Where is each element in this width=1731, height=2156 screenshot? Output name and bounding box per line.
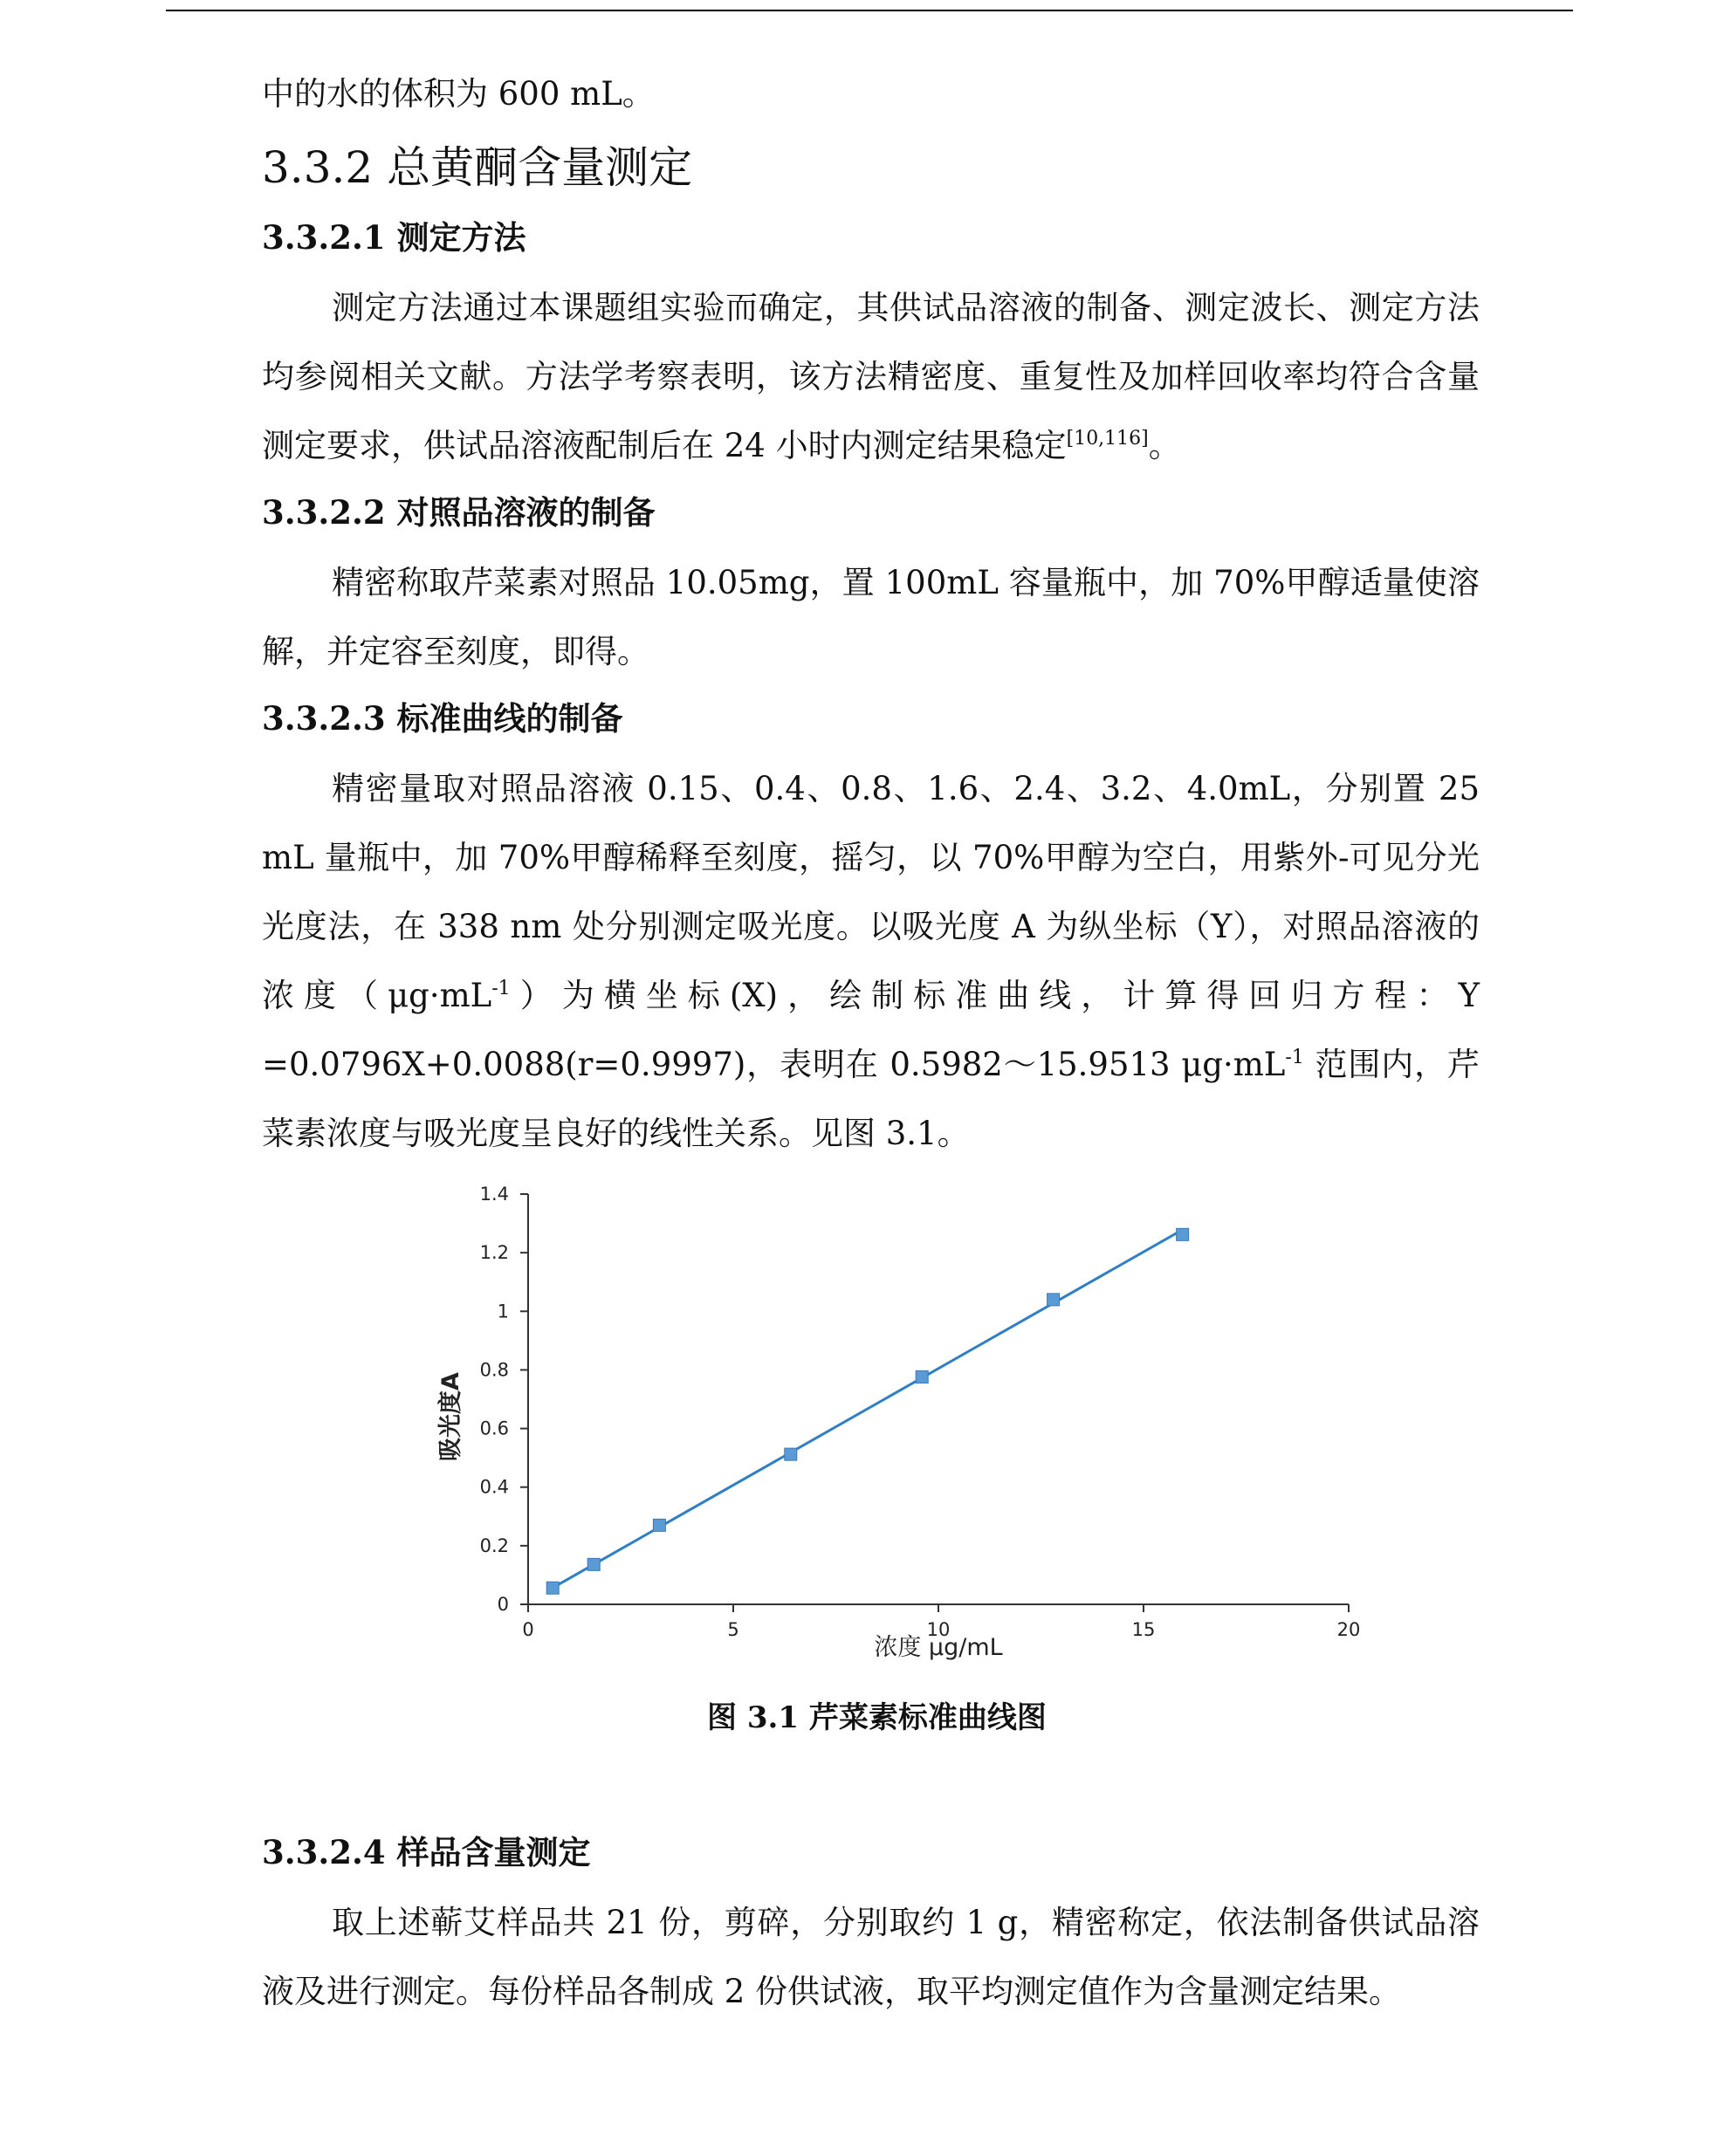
paragraph-0: 中的水的体积为 600 mL。: [262, 75, 655, 113]
y-tick-label: 0.8: [479, 1359, 509, 1381]
data-point: [1177, 1228, 1189, 1240]
x-tick-label: 10: [926, 1619, 951, 1640]
data-point: [587, 1558, 600, 1570]
data-point: [1048, 1294, 1060, 1306]
y-tick-label: 0.4: [479, 1476, 509, 1498]
section-title-3-3-2: 3.3.2 总黄酮含量测定: [262, 142, 693, 193]
data-point: [916, 1370, 928, 1383]
superscript-unit-1: -1: [491, 978, 511, 999]
y-tick-label: 1.2: [479, 1242, 509, 1264]
data-point: [546, 1582, 559, 1594]
x-tick-label: 5: [727, 1619, 739, 1640]
y-axis-label: 吸光度A: [437, 1372, 464, 1461]
subsection-title-3-3-2-1: 3.3.2.1 测定方法: [262, 218, 526, 257]
header-rule: [166, 10, 1573, 11]
page-body-lower: [262, 1820, 1480, 2026]
y-tick-label: 1: [497, 1301, 509, 1322]
x-tick-label: 15: [1131, 1619, 1156, 1640]
citation-ref: [10,116]: [1066, 428, 1149, 450]
paragraph-standard-curve-a: 精密量取对照品溶液 0.15、0.4、0.8、1.6、2.4、3.2、4.0mL，分别置 25 mL 量瓶中，加 70%甲醇稀释至刻度，摇匀，以 70%甲醇为空白，用紫外-可见分光光度法，在 338 nm 处分别测定吸光度。以吸光度 A 为纵坐标（Y），对照品溶液的浓度（μg·mL: [262, 770, 1480, 1014]
x-tick-label: 0: [522, 1619, 534, 1640]
subsection-title-3-3-2-3: 3.3.2.3 标准曲线的制备: [262, 699, 623, 738]
data-point: [785, 1448, 797, 1460]
subsection-title-3-3-2-2: 3.3.2.2 对照品溶液的制备: [262, 493, 656, 532]
paragraph-sample-measure: 取上述蕲艾样品共 21 份，剪碎，分别取约 1 g，精密称定，依法制备供试品溶液及进行测定。每份样品各制成 2 份供试液，取平均测定值作为含量测定结果。: [262, 1904, 1480, 2010]
y-tick-label: 0.6: [479, 1418, 509, 1439]
paragraph-method-text: 测定方法通过本课题组实验而确定，其供试品溶液的制备、测定波长、测定方法均参阅相关文献。方法学考察表明，该方法精密度、重复性及加样回收率均符合含量测定要求，供试品溶液配制后在 24 小时内测定结果稳定: [262, 289, 1480, 464]
paragraph-method-end: 。: [1148, 427, 1181, 464]
paragraph-standard-curve-c: 范围内，芹菜素浓度与吸光度呈良好的线性关系。见图 3.1。: [262, 1046, 1480, 1152]
y-tick-label: 0: [497, 1594, 509, 1615]
paragraph-standard-curve: [262, 754, 1480, 1168]
paragraph-reference-solution: 精密称取芹菜素对照品 10.05mg，置 100mL 容量瓶中，加 70%甲醇适量使溶解，并定容至刻度，即得。: [262, 564, 1480, 670]
paragraph-standard-curve-b: ）为横坐标(X)，绘制标准曲线，计算得回归方程：Y =0.0796X+0.0088(r=0.9997)，表明在 0.5982～15.9513 μg·mL: [262, 977, 1480, 1083]
y-tick-label: 0.2: [479, 1535, 509, 1556]
paragraph-method: [262, 273, 1480, 480]
figure-caption: 图 3.1 芹菜素标准曲线图: [707, 1700, 1047, 1735]
superscript-unit-2: -1: [1285, 1047, 1304, 1068]
x-tick-label: 20: [1336, 1619, 1361, 1640]
y-tick-label: 1.4: [479, 1184, 509, 1205]
data-point: [653, 1519, 665, 1531]
subsection-title-3-3-2-4: 3.3.2.4 样品含量测定: [262, 1833, 591, 1871]
trendline: [553, 1230, 1183, 1588]
x-axis-label: 浓度 μg/mL: [874, 1634, 1003, 1661]
page-body: [262, 59, 1480, 1168]
